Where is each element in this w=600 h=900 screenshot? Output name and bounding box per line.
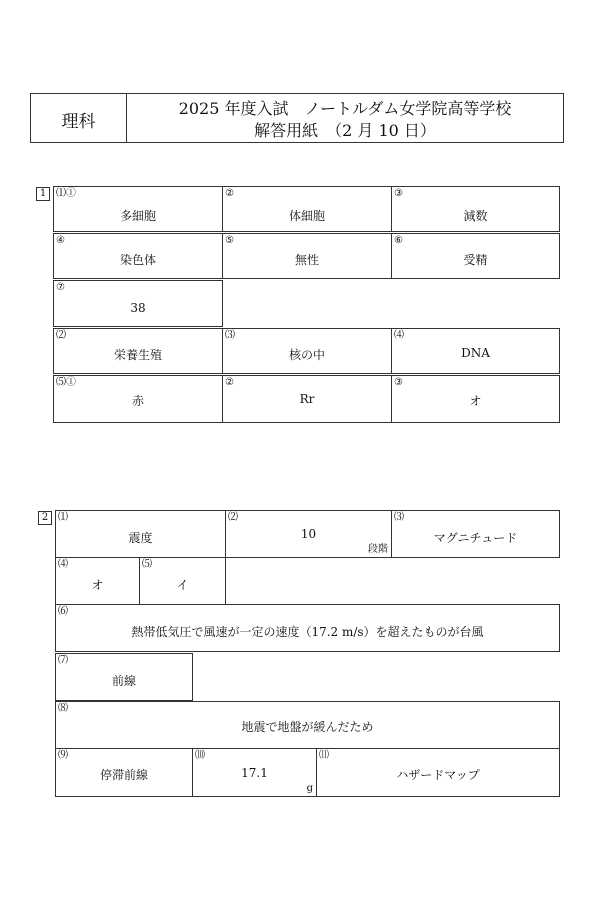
answer-cell[interactable] bbox=[222, 375, 392, 423]
question-label: ⑷ bbox=[394, 330, 404, 341]
answer-text: DNA bbox=[461, 346, 490, 360]
answer-text: 17.1 bbox=[241, 766, 268, 780]
question-label: ② bbox=[225, 377, 234, 388]
answer-cell[interactable] bbox=[225, 510, 392, 558]
question-label: ⑵ bbox=[56, 330, 66, 341]
unit-label: 段階 bbox=[368, 544, 388, 555]
question-label: ⑸① bbox=[56, 377, 76, 388]
answer-text: イ bbox=[176, 578, 189, 592]
header-box bbox=[30, 93, 564, 143]
question-label: ⑶ bbox=[394, 512, 404, 523]
answer-text: 多細胞 bbox=[119, 209, 156, 223]
answer-cell[interactable] bbox=[391, 510, 560, 558]
answer-text: 熱帯低気圧で風速が一定の速度（17.2 m/s）を超えたものが台風 bbox=[131, 625, 484, 639]
question-label: ⑺ bbox=[58, 655, 68, 666]
answer-cell[interactable] bbox=[192, 748, 317, 797]
answer-cell[interactable] bbox=[55, 653, 193, 701]
exam-subtitle: 解答用紙 （2 月 10 日） bbox=[254, 121, 436, 140]
answer-text: 受精 bbox=[463, 253, 488, 267]
answer-cell[interactable] bbox=[391, 186, 560, 232]
answer-text: 10 bbox=[300, 527, 317, 541]
question-label: ⑷ bbox=[58, 559, 68, 570]
answer-text: 体細胞 bbox=[288, 209, 325, 223]
answer-cell[interactable] bbox=[316, 748, 560, 797]
section1-number: 1 bbox=[36, 187, 50, 201]
answer-cell[interactable] bbox=[55, 557, 140, 605]
answer-text: 38 bbox=[130, 301, 146, 315]
answer-cell[interactable] bbox=[139, 557, 226, 605]
answer-text: 停滞前線 bbox=[99, 768, 148, 782]
answer-cell[interactable] bbox=[53, 186, 223, 232]
answer-cell[interactable] bbox=[55, 748, 193, 797]
answer-text: 減数 bbox=[463, 209, 488, 223]
answer-cell[interactable] bbox=[55, 510, 226, 558]
answer-text: マグニチュード bbox=[433, 531, 518, 545]
question-label: ③ bbox=[394, 188, 403, 199]
title-cell bbox=[127, 94, 563, 142]
answer-cell[interactable] bbox=[53, 375, 223, 423]
answer-text: 震度 bbox=[128, 531, 153, 545]
question-label: ⑻ bbox=[58, 703, 68, 714]
answer-text: 無性 bbox=[294, 253, 319, 267]
answer-cell[interactable] bbox=[55, 604, 560, 652]
subject-cell bbox=[31, 94, 127, 142]
question-label: ③ bbox=[394, 377, 403, 388]
answer-cell[interactable] bbox=[391, 233, 560, 279]
question-label: ② bbox=[225, 188, 234, 199]
answer-cell[interactable] bbox=[391, 375, 560, 423]
answer-cell[interactable] bbox=[222, 186, 392, 232]
answer-text: 赤 bbox=[131, 394, 144, 408]
question-label: ⑹ bbox=[58, 606, 68, 617]
answer-text: 核の中 bbox=[288, 348, 325, 362]
answer-cell[interactable] bbox=[55, 701, 560, 749]
subject-label: 理科 bbox=[61, 112, 96, 132]
question-label: ④ bbox=[56, 235, 65, 246]
exam-title: 2025 年度入試 ノートルダム女学院高等学校 bbox=[178, 99, 512, 118]
question-label: ⑴ bbox=[58, 512, 68, 523]
answer-cell[interactable] bbox=[391, 328, 560, 374]
unit-label: g bbox=[306, 783, 313, 794]
answer-cell[interactable] bbox=[222, 233, 392, 279]
answer-cell[interactable] bbox=[53, 328, 223, 374]
answer-text: 前線 bbox=[111, 674, 136, 688]
answer-text: オ bbox=[91, 578, 104, 592]
question-label: ⑶ bbox=[225, 330, 235, 341]
question-label: ⑤ bbox=[225, 235, 234, 246]
answer-cell[interactable] bbox=[53, 280, 223, 327]
question-label: ⑵ bbox=[228, 512, 238, 523]
answer-cell[interactable] bbox=[222, 328, 392, 374]
answer-cell[interactable] bbox=[53, 233, 223, 279]
answer-text: ハザードマップ bbox=[396, 768, 480, 782]
answer-text: 栄養生殖 bbox=[113, 348, 162, 362]
section2-number: 2 bbox=[38, 511, 52, 525]
question-label: ⑾ bbox=[319, 750, 329, 761]
question-label: ⑦ bbox=[56, 282, 65, 293]
answer-text: 地震で地盤が緩んだため bbox=[241, 720, 374, 734]
question-label: ⑼ bbox=[58, 750, 68, 761]
question-label: ⑥ bbox=[394, 235, 403, 246]
answer-text: Rr bbox=[299, 392, 315, 406]
question-label: ⑸ bbox=[142, 559, 152, 570]
answer-text: 染色体 bbox=[119, 253, 156, 267]
answer-text: オ bbox=[469, 394, 482, 408]
question-label: ⑽ bbox=[195, 750, 205, 761]
question-label: ⑴① bbox=[56, 188, 76, 199]
